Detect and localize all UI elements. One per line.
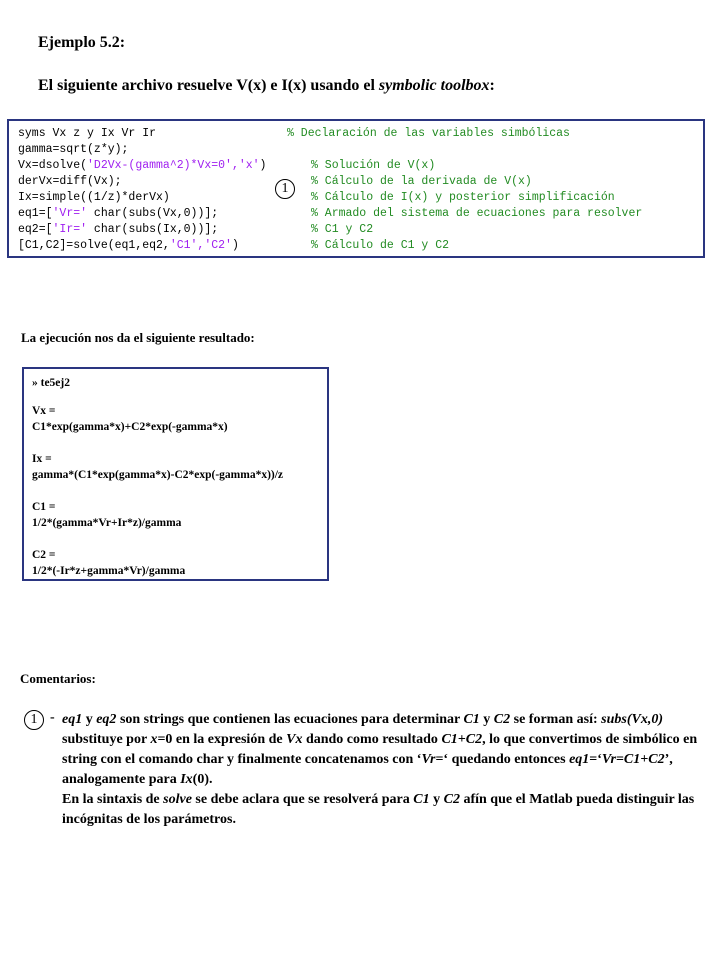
annotation-marker-1: 1 [275, 179, 295, 199]
output-line: 1/2*(-Ir*z+gamma*Vr)/gamma [32, 565, 186, 577]
output-line: C1 = [32, 501, 56, 513]
comment-paragraph-1: eq1 y eq2 son strings que contienen las ecuaciones para determinar C1 y C2 se forman así: subs(Vx,0) substituye por x=0 en la expresión de Vx dando como resultado C1+C2, lo que convertimos de simbólico en string con el comando char y finalmente concatenamos con ‘Vr=‘ quedando entonces eq1=‘Vr=C1+C2’, analogamente para Ix(0). [62, 712, 698, 787]
code-comment: % Armado del sistema de ecuaciones para resolver [311, 207, 643, 220]
output-line: Vx = [32, 405, 56, 417]
output-line: Ix = [32, 453, 52, 465]
code-line: eq1=['Vr=' char(subs(Vx,0))]; [18, 207, 219, 220]
annotation-marker-note: 1 [24, 710, 44, 730]
code-comment: % Cálculo de I(x) y posterior simplificación [311, 191, 615, 204]
code-line: Vx=dsolve('D2Vx-(gamma^2)*Vx=0','x') [18, 159, 267, 172]
code-listing [7, 119, 705, 258]
output-line: 1/2*(gamma*Vr+Ir*z)/gamma [32, 517, 182, 529]
code-comment: % Cálculo de C1 y C2 [311, 239, 450, 252]
output-line: C2 = [32, 549, 56, 561]
code-line: eq2=['Ir=' char(subs(Ix,0))]; [18, 223, 219, 236]
intro-tail: : [489, 77, 495, 94]
bullet-dash: - [50, 710, 55, 725]
output-line: » te5ej2 [32, 377, 70, 389]
comment-text [62, 710, 702, 830]
code-comment: % Solución de V(x) [311, 159, 436, 172]
code-comment: % C1 y C2 [311, 223, 374, 236]
code-line: syms Vx z y Ix Vr Ir [18, 127, 157, 140]
comment-paragraph-2: En la sintaxis de solve se debe aclara que se resolverá para C1 y C2 afín que el Matlab pueda distinguir las incógnitas de los parámetros. [62, 792, 695, 827]
intro-italic: symbolic toolbox [378, 77, 490, 94]
code-comment: % Cálculo de la derivada de V(x) [311, 175, 532, 188]
code-line: [C1,C2]=solve(eq1,eq2,'C1','C2') [18, 239, 239, 252]
output-line: C1*exp(gamma*x)+C2*exp(-gamma*x) [32, 421, 228, 433]
intro-sentence [38, 77, 495, 95]
execution-label: La ejecución nos da el siguiente resultado: [21, 330, 255, 345]
comments-label: Comentarios: [20, 671, 96, 686]
code-line: Ix=simple((1/z)*derVx) [18, 191, 170, 204]
code-comment: % Declaración de las variables simbólicas [287, 127, 570, 140]
output-line: gamma*(C1*exp(gamma*x)-C2*exp(-gamma*x))/z [32, 469, 284, 481]
output-console [22, 367, 329, 581]
example-title: Ejemplo 5.2: [38, 34, 126, 51]
code-line: gamma=sqrt(z*y); [18, 143, 129, 156]
intro-text: El siguiente archivo resuelve V(x) e I(x) usando el [38, 77, 379, 94]
code-line: derVx=diff(Vx); [18, 175, 122, 188]
